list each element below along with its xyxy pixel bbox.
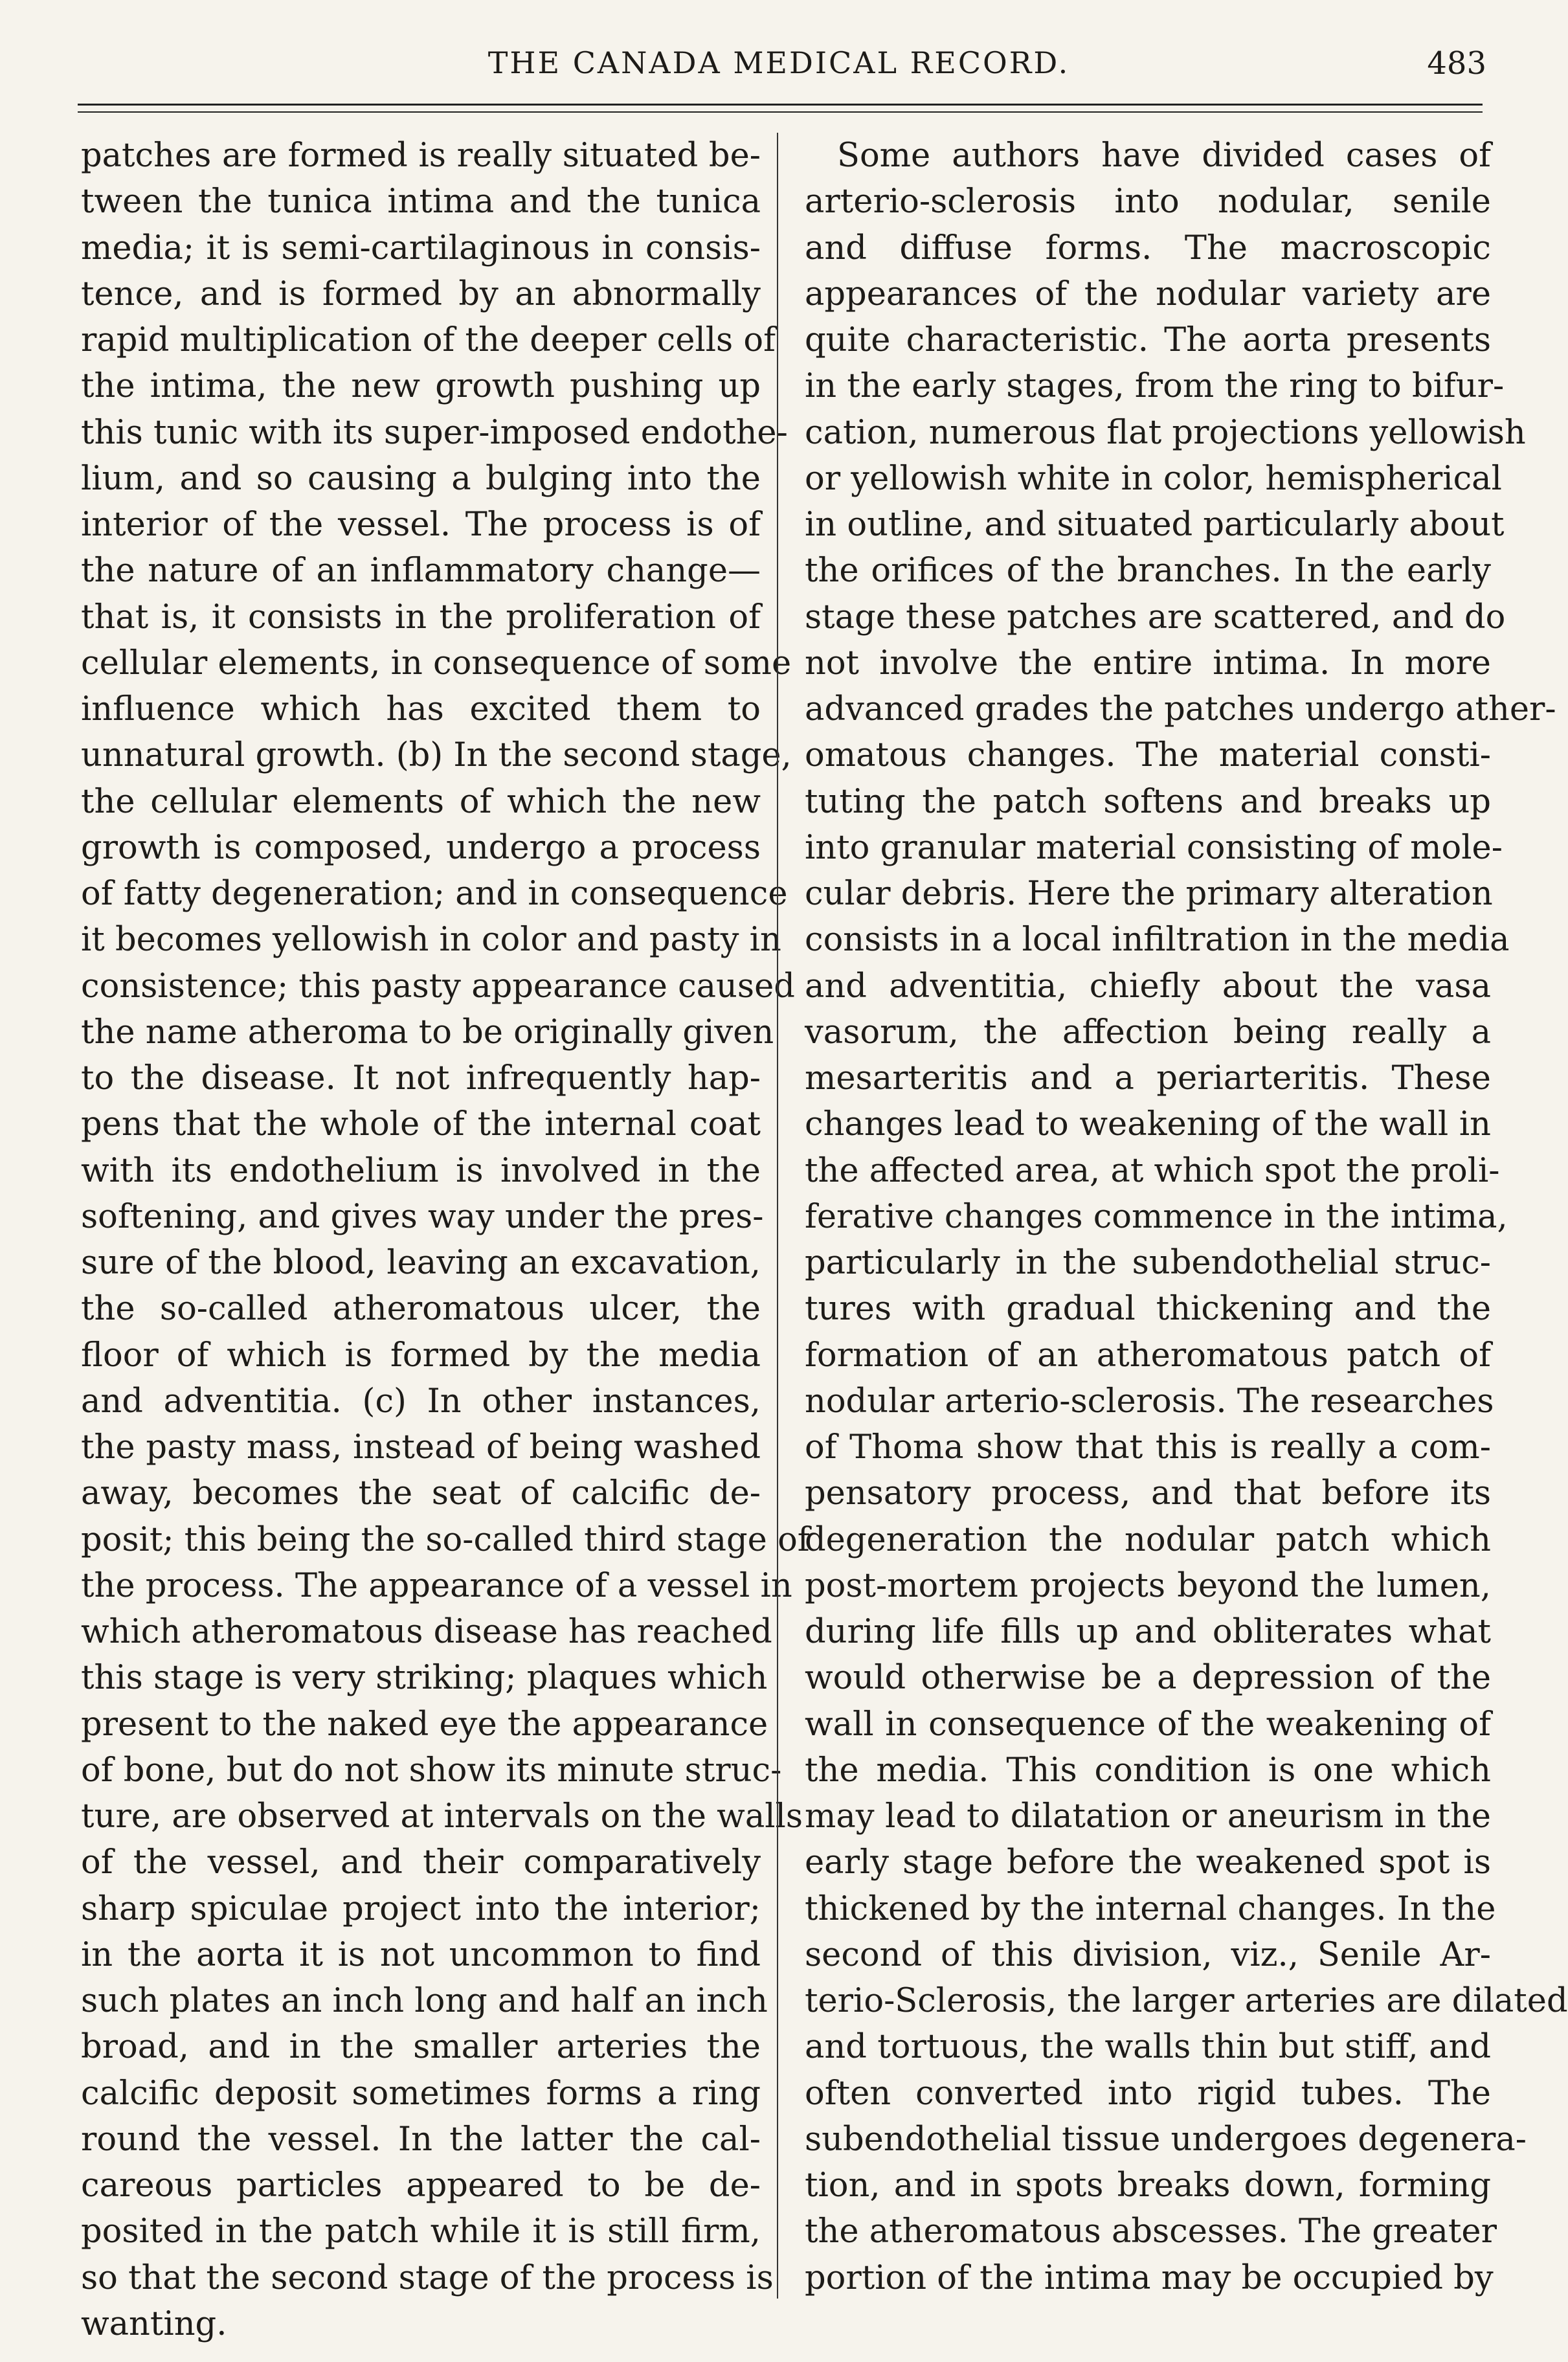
- text-line: to the disease. It not infrequently hap-: [81, 1059, 761, 1097]
- text-line: and adventitia. (c) In other instances,: [81, 1382, 761, 1421]
- text-line: the name atheroma to be originally given: [81, 1013, 774, 1052]
- text-line: during life fills up and obliterates what: [805, 1613, 1491, 1651]
- text-line: careous particles appeared to be de-: [81, 2166, 761, 2205]
- text-line: cular debris. Here the primary alteration: [805, 875, 1493, 913]
- text-line: of fatty degeneration; and in consequence: [81, 875, 788, 913]
- text-line: tuting the patch softens and breaks up: [805, 782, 1491, 821]
- text-line: of Thoma show that this is really a com-: [805, 1428, 1491, 1467]
- text-line: cellular elements, in consequence of some: [81, 644, 792, 682]
- text-line: wall in consequence of the weakening of: [805, 1705, 1491, 1744]
- text-line: media; it is semi-cartilaginous in consis-: [81, 229, 761, 267]
- page-number: 483: [1427, 45, 1486, 82]
- text-line: the pasty mass, instead of being washed: [81, 1428, 761, 1467]
- text-line: portion of the intima may be occupied by: [805, 2258, 1494, 2297]
- text-line: Some authors have divided cases of: [837, 137, 1491, 175]
- text-line: may lead to dilatation or aneurism in the: [805, 1797, 1491, 1836]
- text-line: the so-called atheromatous ulcer, the: [81, 1290, 761, 1329]
- text-line: and diffuse forms. The macroscopic: [805, 229, 1491, 267]
- text-line: which atheromatous disease has reached: [81, 1613, 772, 1651]
- header-rule: [78, 104, 1483, 106]
- text-line: patches are formed is really situated be-: [81, 137, 761, 175]
- text-line: of bone, but do not show its minute struc-: [81, 1751, 782, 1790]
- text-line: often converted into rigid tubes. The: [805, 2074, 1491, 2113]
- text-line: broad, and in the smaller arteries the: [81, 2028, 761, 2067]
- text-line: growth is composed, undergo a process: [81, 828, 761, 867]
- text-line: not involve the entire intima. In more: [805, 644, 1491, 682]
- text-line: posit; this being the so-called third stage of: [81, 1520, 810, 1559]
- text-line: it becomes yellowish in color and pasty in: [81, 921, 781, 960]
- text-line: vasorum, the affection being really a: [805, 1013, 1491, 1052]
- text-line: that is, it consists in the proliferation of: [81, 598, 761, 636]
- text-line: so that the second stage of the process is: [81, 2258, 774, 2297]
- text-line: calcific deposit sometimes forms a ring: [81, 2074, 761, 2113]
- text-line: thickened by the internal changes. In the: [805, 1889, 1496, 1928]
- text-line: influence which has excited them to: [81, 690, 761, 728]
- text-line: rapid multiplication of the deeper cells of: [81, 321, 776, 359]
- text-line: quite characteristic. The aorta presents: [805, 321, 1491, 359]
- text-line: the media. This condition is one which: [805, 1751, 1491, 1790]
- text-line: second of this division, viz., Senile Ar-: [805, 1935, 1491, 1974]
- text-line: advanced grades the patches undergo ather-: [805, 690, 1556, 728]
- text-line: appearances of the nodular variety are: [805, 275, 1491, 313]
- text-line: with its endothelium is involved in the: [81, 1151, 761, 1190]
- text-line: stage these patches are scattered, and do: [805, 598, 1506, 636]
- text-line: interior of the vessel. The process is of: [81, 506, 761, 544]
- text-line: tence, and is formed by an abnormally: [81, 275, 761, 313]
- text-line: subendothelial tissue undergoes degenera-: [805, 2120, 1527, 2159]
- running-title: THE CANADA MEDICAL RECORD.: [487, 45, 1070, 80]
- text-line: would otherwise be a depression of the: [805, 1659, 1491, 1698]
- text-line: unnatural growth. (b) In the second stage,: [81, 736, 792, 775]
- text-line: tween the tunica intima and the tunica: [81, 183, 761, 221]
- text-line: ture, are observed at intervals on the walls: [81, 1797, 803, 1836]
- text-line: pens that the whole of the internal coat: [81, 1105, 761, 1144]
- text-line: terio-Sclerosis, the larger arteries are dilated: [805, 1982, 1568, 2020]
- text-line: sure of the blood, leaving an excavation,: [81, 1244, 761, 1282]
- text-line: arterio-sclerosis into nodular, senile: [805, 183, 1491, 221]
- text-line: tion, and in spots breaks down, forming: [805, 2166, 1491, 2205]
- text-line: mesarteritis and a periarteritis. These: [805, 1059, 1491, 1097]
- text-line: sharp spiculae project into the interior;: [81, 1889, 761, 1928]
- text-line: such plates an inch long and half an inch: [81, 1982, 768, 2020]
- text-line: into granular material consisting of mole-: [805, 828, 1503, 867]
- text-line: post-mortem projects beyond the lumen,: [805, 1566, 1491, 1605]
- text-line: lium, and so causing a bulging into the: [81, 459, 761, 498]
- right-column: [805, 133, 1568, 2301]
- text-line: the orifices of the branches. In the early: [805, 552, 1491, 590]
- text-line: and adventitia, chiefly about the vasa: [805, 967, 1491, 1006]
- text-line: this stage is very striking; plaques which: [81, 1659, 768, 1698]
- text-line: of the vessel, and their comparatively: [81, 1843, 761, 1882]
- text-line: or yellowish white in color, hemispherical: [805, 459, 1502, 498]
- left-column: [81, 133, 810, 2347]
- text-line: ferative changes commence in the intima,: [805, 1197, 1508, 1236]
- text-line: posited in the patch while it is still firm,: [81, 2212, 761, 2251]
- text-line: nodular arterio-sclerosis. The researches: [805, 1382, 1494, 1421]
- text-line: the affected area, at which spot the proli-: [805, 1151, 1500, 1190]
- text-line: in outline, and situated particularly about: [805, 506, 1505, 544]
- text-line: this tunic with its super-imposed endothe-: [81, 413, 788, 452]
- header-rule-thin: [78, 111, 1483, 113]
- text-line: wanting.: [81, 2304, 227, 2343]
- column-divider: [777, 133, 778, 2299]
- text-line: floor of which is formed by the media: [81, 1336, 761, 1375]
- text-line: in the aorta it is not uncommon to find: [81, 1935, 761, 1974]
- text-line: early stage before the weakened spot is: [805, 1843, 1491, 1882]
- text-line: consists in a local infiltration in the media: [805, 921, 1510, 960]
- text-line: and tortuous, the walls thin but stiff, and: [805, 2028, 1491, 2067]
- text-line: softening, and gives way under the pres-: [81, 1197, 764, 1236]
- text-line: the process. The appearance of a vessel in: [81, 1566, 792, 1605]
- text-line: in the early stages, from the ring to bifur-: [805, 367, 1505, 406]
- text-line: cation, numerous flat projections yellowish: [805, 413, 1526, 452]
- text-line: the nature of an inflammatory change—: [81, 552, 761, 590]
- text-line: particularly in the subendothelial struc-: [805, 1244, 1491, 1282]
- text-line: present to the naked eye the appearance: [81, 1705, 768, 1744]
- text-line: the intima, the new growth pushing up: [81, 367, 761, 406]
- text-line: changes lead to weakening of the wall in: [805, 1105, 1491, 1144]
- text-line: formation of an atheromatous patch of: [805, 1336, 1491, 1375]
- text-line: pensatory process, and that before its: [805, 1474, 1491, 1513]
- text-line: round the vessel. In the latter the cal-: [81, 2120, 761, 2159]
- page-header: [0, 45, 1558, 97]
- text-line: away, becomes the seat of calcific de-: [81, 1474, 761, 1513]
- text-line: degeneration the nodular patch which: [805, 1520, 1491, 1559]
- text-line: tures with gradual thickening and the: [805, 1290, 1491, 1329]
- text-line: consistence; this pasty appearance caused: [81, 967, 795, 1006]
- text-line: the cellular elements of which the new: [81, 782, 761, 821]
- text-line: the atheromatous abscesses. The greater: [805, 2212, 1497, 2251]
- text-line: omatous changes. The material consti-: [805, 736, 1491, 775]
